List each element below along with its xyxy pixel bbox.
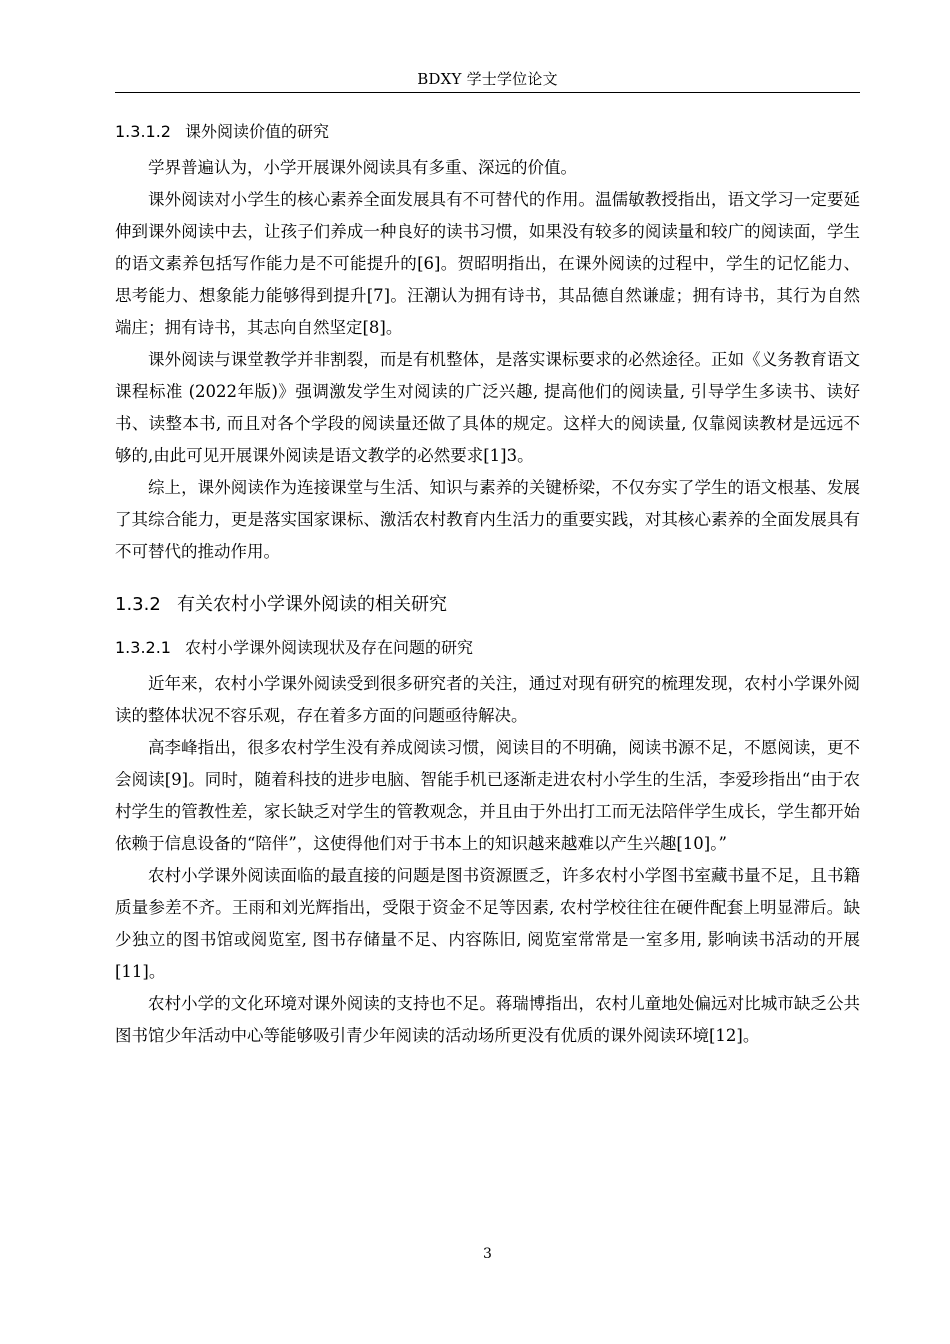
paragraph: 课外阅读与课堂教学并非割裂，而是有机整体，是落实课标要求的必然途径。正如《义务教育语文课程标准 (2022年版)》强调激发学生对阅读的广泛兴趣, 提高他们的阅读量, 引导学生多读书、读好书、读整本书, 而且对各个学段的阅读量还做了具体的规定。这样大的阅读量, 仅靠阅读教材是远远不够的,由此可见开展课外阅读是语文教学的必然要求[1]3。 <box>115 350 860 465</box>
paragraph: 课外阅读对小学生的核心素养全面发展具有不可替代的作用。温儒敏教授指出，语文学习一定要延伸到课外阅读中去，让孩子们养成一种良好的读书习惯，如果没有较多的阅读量和较广的阅读面，学生的语文素养包括写作能力是不可能提升的[6]。贺昭明指出，在课外阅读的过程中，学生的记忆能力、思考能力、想象能力能够得到提升[7]。汪潮认为拥有诗书，其品德自然谦虚；拥有诗书，其行为自然端庄；拥有诗书，其志向自然坚定[8]。 <box>115 190 860 337</box>
paragraph: 学界普遍认为，小学开展课外阅读具有多重、深远的价值。 <box>148 158 577 177</box>
paragraph: 农村小学课外阅读面临的最直接的问题是图书资源匮乏，许多农村小学图书室藏书量不足，且书籍质量参差不齐。王雨和刘光辉指出，受限于资金不足等因素, 农村学校往往在硬件配套上明显滞后。缺少独立的图书馆或阅览室, 图书存储量不足、内容陈旧, 阅览室常常是一室多用, 影响读书活动的开展[11]。 <box>115 866 860 981</box>
section-number: 1.3.1.2 <box>115 122 171 141</box>
section-title: 农村小学课外阅读现状及存在问题的研究 <box>185 638 474 657</box>
paragraph: 高李峰指出，很多农村学生没有养成阅读习惯，阅读目的不明确，阅读书源不足，不愿阅读，更不会阅读[9]。同时，随着科技的进步电脑、智能手机已逐渐走进农村小学生的生活，李爱珍指出“由于农村学生的管教性差，家长缺乏对学生的管教观念，并且由于外出打工而无法陪伴学生成长，学生都开始依赖于信息设备的“陪伴”，这使得他们对于书本上的知识越来越难以产生兴趣[10]。” <box>115 738 860 853</box>
header-divider <box>115 92 860 93</box>
section-heading-1-3-1-2 <box>115 112 860 152</box>
section-title: 有关农村小学课外阅读的相关研究 <box>177 594 447 615</box>
section-number: 1.3.2.1 <box>115 638 171 657</box>
section-title: 课外阅读价值的研究 <box>185 122 330 141</box>
page-number: 3 <box>483 1246 492 1262</box>
section-heading-1-3-2 <box>115 582 860 628</box>
page-header-title: BDXY 学士学位论文 <box>417 70 558 88</box>
page-body <box>115 112 860 1052</box>
paragraph: 农村小学的文化环境对课外阅读的支持也不足。蒋瑞博指出，农村儿童地处偏远对比城市缺乏公共图书馆少年活动中心等能够吸引青少年阅读的活动场所更没有优质的课外阅读环境[12]。 <box>115 994 860 1045</box>
paragraph: 近年来，农村小学课外阅读受到很多研究者的关注，通过对现有研究的梳理发现，农村小学课外阅读的整体状况不容乐观，存在着多方面的问题亟待解决。 <box>115 674 860 725</box>
paragraph: 综上，课外阅读作为连接课堂与生活、知识与素养的关键桥梁，不仅夯实了学生的语文根基、发展了其综合能力，更是落实国家课标、激活农村教育内生活力的重要实践，对其核心素养的全面发展具有不可替代的推动作用。 <box>115 478 860 561</box>
section-number: 1.3.2 <box>115 594 161 615</box>
section-heading-1-3-2-1 <box>115 628 860 668</box>
